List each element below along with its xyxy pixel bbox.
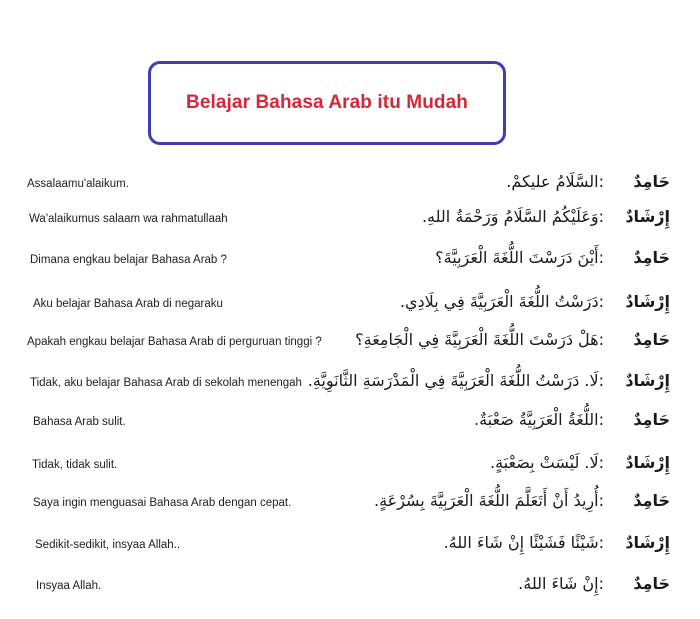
speaker-name: حَامِدٌ <box>633 491 670 510</box>
dialogue-line <box>0 328 700 358</box>
arabic-text: :دَرَسْتُ اللُّغَةَ الْعَرَبِيَّةَ فِي بِلَادِي. <box>399 292 604 311</box>
dialogue-line <box>0 170 700 200</box>
translation-text: Aku belajar Bahasa Arab di negaraku <box>33 298 223 310</box>
arabic-text: :هَلْ دَرَسْتَ اللُّغَةَ الْعَرَبِيَّةَ فِي الْجَامِعَةِ؟ <box>355 330 604 349</box>
dialogue-line <box>0 531 700 561</box>
title-box <box>148 61 506 145</box>
arabic-text: :لَا. دَرَسْتُ اللُّغَةَ الْعَرَبِيَّةَ فِي الْمَدْرَسَةِ الثَّانَوِيَّةِ. <box>307 371 604 390</box>
arabic-text: :لَا. لَيْسَتْ بِصَعْبَةٍ. <box>490 453 604 472</box>
translation-text: Insyaa Allah. <box>36 580 102 592</box>
translation-text: Apakah engkau belajar Bahasa Arab di perguruan tinggi ? <box>27 336 322 348</box>
dialogue-line <box>0 489 700 519</box>
dialogue-line <box>0 408 700 438</box>
dialogue-line <box>0 369 700 399</box>
dialogue-line <box>0 290 700 320</box>
page-title: Belajar Bahasa Arab itu Mudah <box>186 92 468 113</box>
speaker-name: إِرْشَادٌ <box>625 533 670 552</box>
arabic-text: :شَيْئًا فَشَيْئًا إِنْ شَاءَ اللهُ. <box>443 533 604 552</box>
translation-text: Assalaamu'alaikum. <box>27 178 129 190</box>
translation-text: Sedikit-sedikit, insyaa Allah.. <box>35 539 181 551</box>
translation-text: Saya ingin menguasai Bahasa Arab dengan cepat. <box>33 497 292 509</box>
arabic-text: :أُرِيدُ أَنْ أَتَعَلَّمَ اللُّغَةَ الْعَرَبِيَّةَ بِسُرْعَةٍ. <box>373 491 604 510</box>
translation-text: Wa'alaikumus salaam wa rahmatullaah <box>29 213 228 225</box>
translation-text: Bahasa Arab sulit. <box>33 416 126 428</box>
arabic-text: :إِنْ شَاءَ اللهُ. <box>518 574 604 593</box>
translation-text: Tidak, aku belajar Bahasa Arab di sekolah menengah <box>30 377 302 389</box>
speaker-name: حَامِدٌ <box>633 172 670 191</box>
arabic-text: :أَيْنَ دَرَسْتَ اللُّغَةَ الْعَرَبِيَّةَ؟ <box>435 248 604 267</box>
speaker-name: إِرْشَادٌ <box>625 371 670 390</box>
dialogue-line <box>0 205 700 235</box>
dialogue-line <box>0 572 700 602</box>
dialogue-line <box>0 246 700 276</box>
speaker-name: إِرْشَادٌ <box>625 207 670 226</box>
translation-text: Dimana engkau belajar Bahasa Arab ? <box>30 254 227 266</box>
speaker-name: إِرْشَادٌ <box>625 453 670 472</box>
arabic-text: :اللُّغَةُ الْعَرَبِيَّةُ صَعْبَةٌ. <box>474 410 604 429</box>
speaker-name: حَامِدٌ <box>633 410 670 429</box>
translation-text: Tidak, tidak sulit. <box>32 459 118 471</box>
speaker-name: حَامِدٌ <box>633 330 670 349</box>
speaker-name: حَامِدٌ <box>633 574 670 593</box>
dialogue-line <box>0 451 700 481</box>
arabic-text: :السَّلَامُ عليكمْ. <box>506 172 604 191</box>
speaker-name: إِرْشَادٌ <box>625 292 670 311</box>
arabic-text: :وَعَلَيْكُمُ السَّلَامُ وَرَحْمَةُ اللهِ. <box>421 207 604 226</box>
speaker-name: حَامِدٌ <box>633 248 670 267</box>
